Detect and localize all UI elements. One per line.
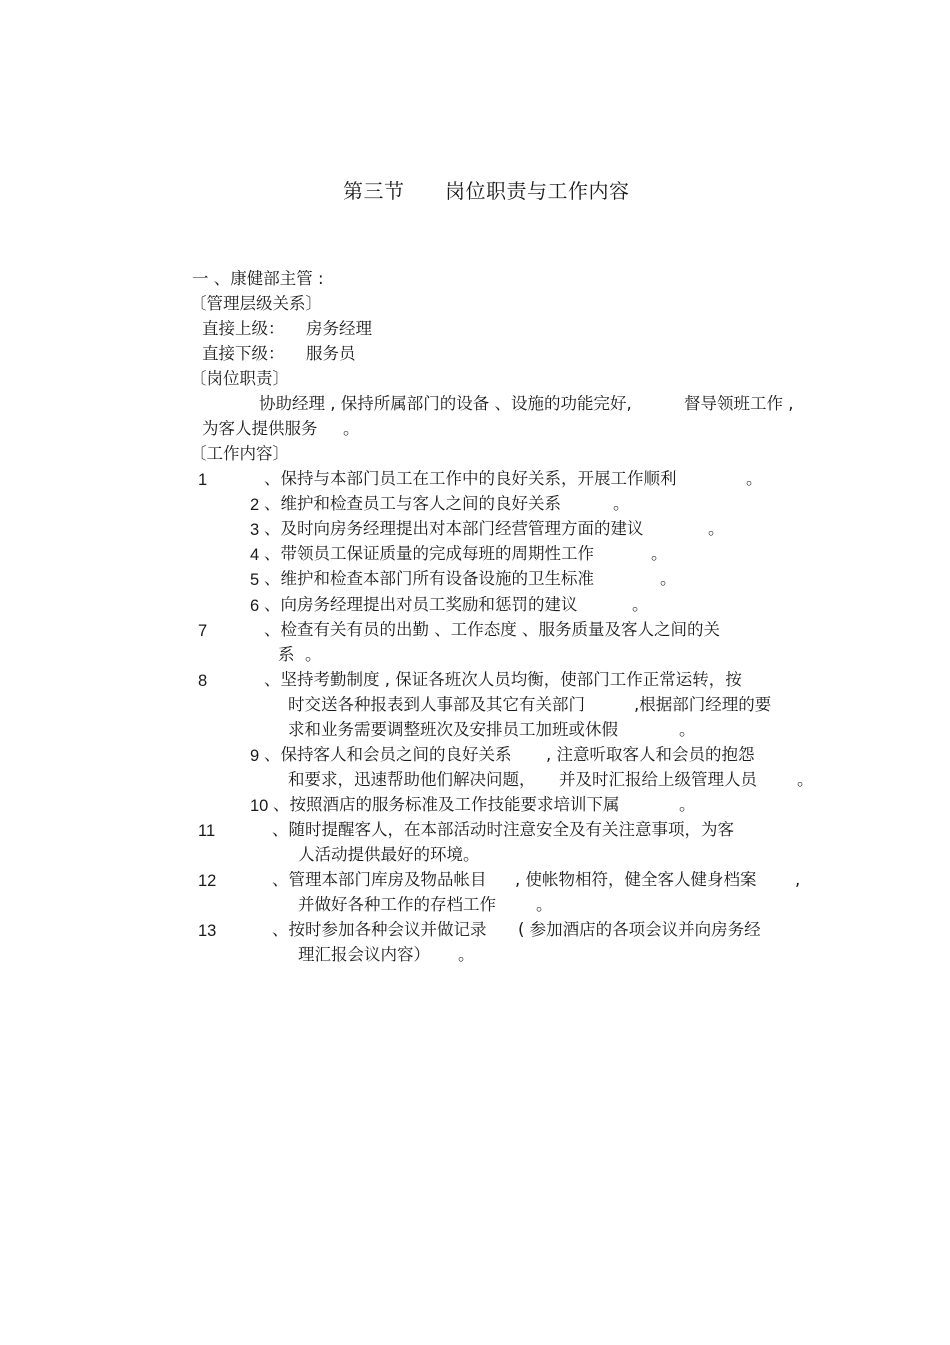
item-text-cont: 并及时汇报给上级管理人员: [559, 770, 757, 789]
item-end: 。: [613, 494, 630, 513]
section-number: 第三节: [343, 179, 405, 203]
subordinate-value: 服务员: [306, 344, 356, 363]
item-text: 、坚持考勤制度 , 保证各班次人员均衡，使部门工作正常运转，按: [264, 670, 742, 689]
item-number: 5: [250, 571, 260, 589]
item-end: 。: [660, 569, 677, 588]
mgmt-section-label: 〔管理层级关系〕: [190, 294, 322, 313]
page-title: 岗位职责与工作内容: [445, 179, 630, 203]
item-end: 。: [746, 469, 763, 488]
item-end: 。: [797, 770, 814, 789]
item-text: ( 参加酒店的各项会议并向房务经: [518, 920, 761, 939]
duty-text-line1a: 协助经理 , 保持所属部门的设备 、设施的功能完好,: [259, 394, 632, 413]
item-end: 。: [651, 544, 668, 563]
subordinate-label: 直接下级：: [202, 344, 285, 363]
item-number: 4: [250, 546, 260, 564]
item-text: 、带领员工保证质量的完成每班的周期性工作: [264, 544, 594, 563]
item-number: 1: [198, 471, 208, 489]
work-section-label: 〔工作内容〕: [190, 444, 289, 463]
item-text: 、管理本部门库房及物品帐目: [272, 870, 487, 889]
role-heading: 一 、康健部主管 :: [192, 269, 324, 288]
superior-value: 房务经理: [306, 319, 372, 338]
item-end: 。: [536, 895, 553, 914]
item-text: 、保持与本部门员工在工作中的良好关系，开展工作顺利: [264, 469, 677, 488]
item-number: 6: [250, 597, 260, 615]
item-text: 、保持客人和会员之间的良好关系: [264, 745, 512, 764]
item-number: 7: [198, 622, 208, 640]
duty-text-line2: 为客人提供服务: [202, 419, 318, 438]
item-end: 。: [632, 595, 649, 614]
item-number: 12: [198, 872, 217, 890]
item-text: , 注意听取客人和会员的抱怨: [546, 745, 755, 764]
item-end: ,: [795, 870, 801, 889]
item-number: 9: [250, 747, 260, 765]
item-number: 2: [250, 496, 260, 514]
item-number: 8: [198, 672, 208, 690]
item-number: 10: [250, 797, 269, 815]
item-text: 、按照酒店的服务标准及工作技能要求培训下属: [273, 795, 620, 814]
item-number: 11: [198, 822, 216, 840]
item-end: 。: [679, 720, 696, 739]
item-text: 、向房务经理提出对员工奖励和惩罚的建议: [264, 595, 578, 614]
item-text-cont: 时交送各种报表到人事部及其它有关部门: [288, 695, 585, 714]
item-text: 、维护和检查本部门所有设备设施的卫生标准: [264, 569, 594, 588]
item-text-cont: 理汇报会议内容）: [298, 945, 430, 964]
item-text-cont: 和要求，迅速帮助他们解决问题，: [288, 770, 536, 789]
duty-text-line1b: 督导领班工作 ,: [684, 394, 794, 413]
item-text-cont: 人活动提供最好的环境。: [298, 845, 480, 864]
superior-label: 直接上级：: [202, 319, 285, 338]
item-end: 。: [458, 945, 475, 964]
duty-text-line2-end: 。: [343, 419, 360, 438]
item-text: , 使帐物相符，健全客人健身档案: [515, 870, 757, 889]
item-end: 。: [679, 795, 696, 814]
item-number: 3: [250, 521, 260, 539]
item-number: 13: [198, 922, 217, 940]
item-text: 、及时向房务经理提出对本部门经营管理方面的建议: [264, 519, 644, 538]
item-text-cont: 系 。: [278, 645, 322, 664]
item-text: 、检查有关有员的出勤 、工作态度 、服务质量及客人之间的关: [264, 620, 720, 639]
item-text: 、按时参加各种会议并做记录: [272, 920, 487, 939]
item-end: 。: [708, 519, 725, 538]
item-text: 、维护和检查员工与客人之间的良好关系: [264, 494, 561, 513]
item-text-cont: 求和业务需要调整班次及安排员工加班或休假: [288, 720, 618, 739]
item-text-cont: 并做好各种工作的存档工作: [298, 895, 496, 914]
item-text-cont: ,根据部门经理的要: [634, 695, 772, 714]
item-text: 、随时提醒客人，在本部活动时注意安全及有关注意事项，为客: [272, 820, 734, 839]
duty-section-label: 〔岗位职责〕: [190, 369, 289, 388]
